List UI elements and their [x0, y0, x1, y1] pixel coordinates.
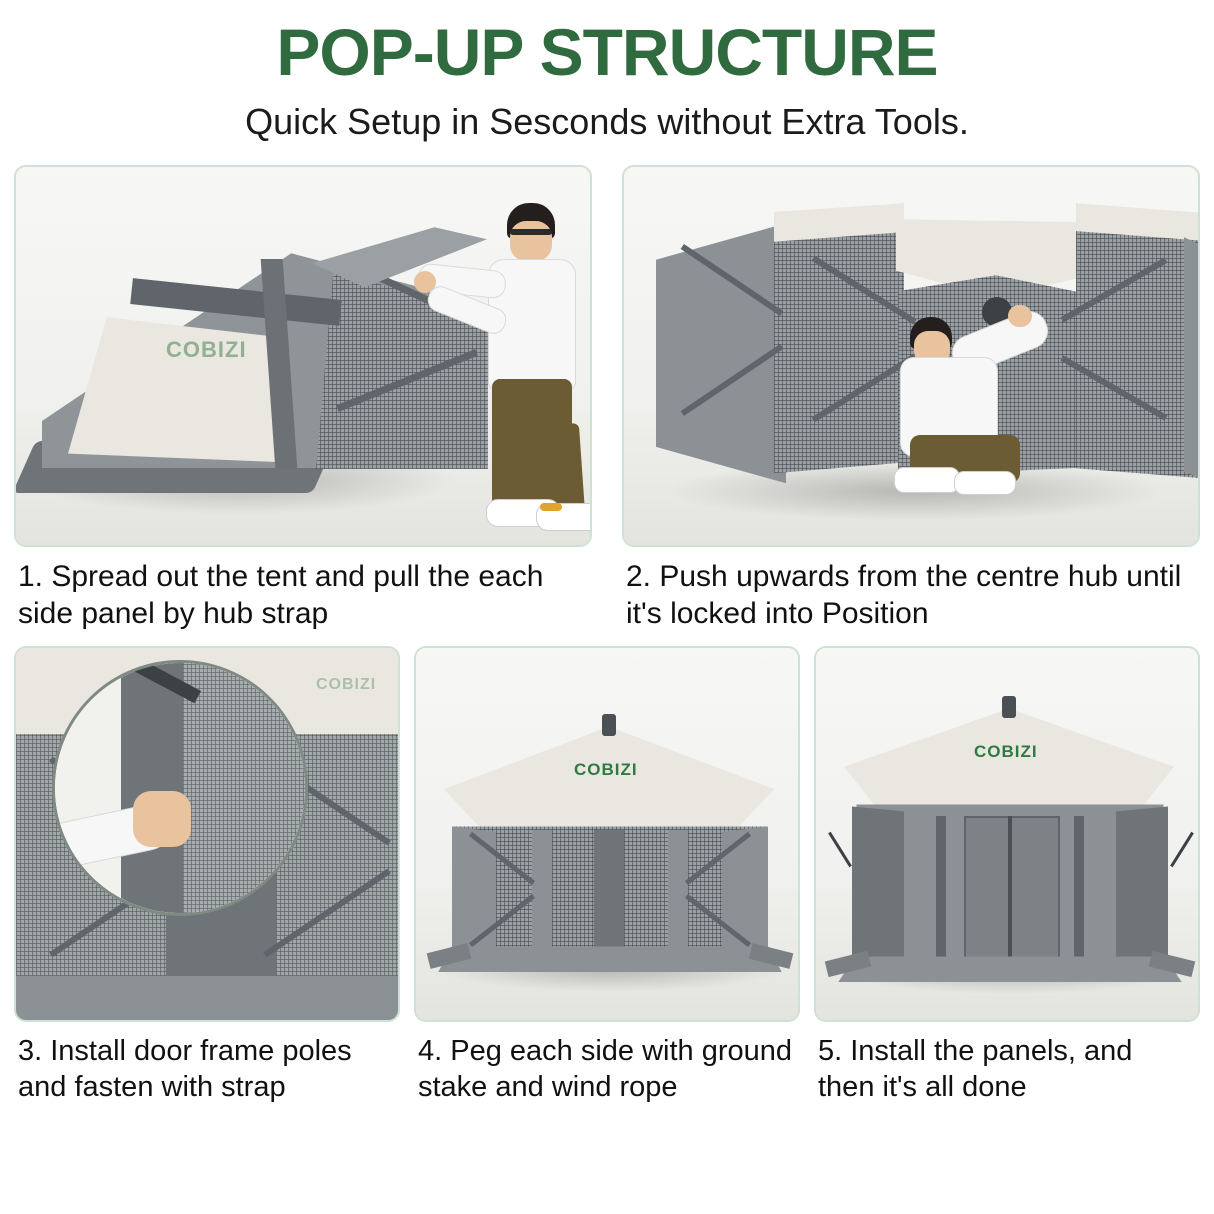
- step-2-image: [622, 165, 1200, 547]
- step-5-image: [814, 646, 1200, 1022]
- tent-ground-strip: [16, 976, 398, 1020]
- steps-row-bottom: [0, 646, 1214, 1105]
- step-4: [414, 646, 800, 1105]
- person-shoe-right: [954, 471, 1016, 495]
- tent-post: [532, 830, 552, 958]
- side-panel-right: [1116, 806, 1168, 968]
- tent-post: [668, 830, 688, 958]
- tent-mesh-right: [1076, 203, 1200, 479]
- tent-mesh-left: [774, 203, 904, 473]
- zoom-door-pole: [121, 663, 183, 913]
- person-head: [510, 221, 552, 261]
- person-shoe-left: [894, 467, 960, 493]
- zoom-mesh: [183, 663, 305, 913]
- brand-logo: COBIZI: [166, 337, 247, 363]
- door-frame-pole-right: [1074, 816, 1084, 966]
- step-3: [14, 646, 400, 1105]
- step-3-image: [14, 646, 400, 1022]
- step-5-caption: 5. Install the panels, and then it's all done: [818, 1035, 1133, 1103]
- person-hand: [1008, 305, 1032, 327]
- person-shoe-accent: [540, 503, 562, 511]
- door-panel: [964, 816, 1060, 970]
- person-glasses: [510, 229, 552, 235]
- tent-roof-vent: [1002, 696, 1016, 718]
- step-5: [814, 646, 1200, 1105]
- page-title: POP-UP STRUCTURE: [276, 15, 938, 89]
- page-subtitle: Quick Setup in Sesconds without Extra Tools.: [245, 101, 969, 143]
- steps-row-top: [0, 165, 1214, 632]
- door-frame-pole-left: [936, 816, 946, 966]
- zoom-hand: [133, 791, 191, 847]
- tent-right-leg: [1184, 237, 1200, 492]
- step-4-caption: 4. Peg each side with ground stake and wind rope: [418, 1035, 793, 1103]
- step-1-image: [14, 165, 592, 547]
- brand-logo: COBIZI: [574, 760, 638, 780]
- tent-door-post: [594, 830, 624, 960]
- step-1-caption: 1. Spread out the tent and pull the each side panel by hub strap: [18, 560, 544, 630]
- step-1: [14, 165, 592, 632]
- step-2: [622, 165, 1200, 632]
- tent-skirt: [438, 946, 782, 972]
- door-zip-line: [1008, 816, 1012, 966]
- brand-logo: COBIZI: [974, 742, 1038, 762]
- step-2-caption: 2. Push upwards from the centre hub until it's locked into Position: [626, 560, 1182, 630]
- brand-logo: COBIZI: [316, 676, 377, 694]
- detail-zoom-inset: [52, 660, 308, 916]
- step-4-image: [414, 646, 800, 1022]
- tent-roof-vent: [602, 714, 616, 736]
- tent-skirt: [838, 956, 1182, 982]
- step-3-caption: 3. Install door frame poles and fasten with strap: [18, 1035, 352, 1103]
- side-panel-left: [852, 806, 904, 968]
